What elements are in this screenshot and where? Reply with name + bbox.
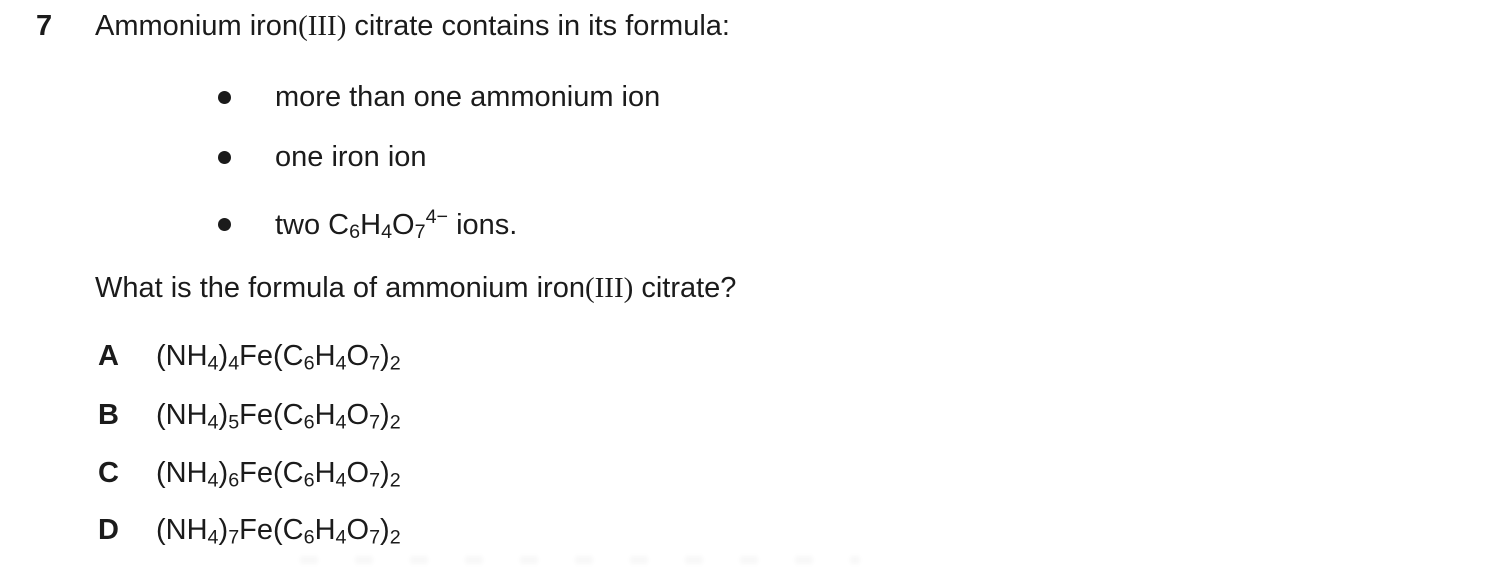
question-prompt: What is the formula of ammonium iron(III) citrate? bbox=[95, 272, 737, 304]
option-row-d bbox=[98, 513, 401, 554]
question-stem: Ammonium iron(III) citrate contains in its formula: bbox=[95, 10, 730, 42]
scan-artifact bbox=[300, 556, 860, 564]
bullet-text: two $C6H4O7^{4-}$ ions. bbox=[275, 206, 518, 244]
option-row-a bbox=[98, 339, 401, 380]
bullet-icon bbox=[218, 91, 231, 104]
option-row-c bbox=[98, 456, 401, 497]
bullet-text: more than one ammonium ion bbox=[275, 81, 661, 113]
option-letter: A bbox=[98, 340, 119, 372]
option-row-b bbox=[98, 398, 401, 439]
option-formula: (NH4)5Fe(C6H4O7)2 bbox=[156, 399, 401, 434]
option-formula: (NH4)4Fe(C6H4O7)2 bbox=[156, 340, 401, 375]
option-formula: (NH4)6Fe(C6H4O7)2 bbox=[156, 457, 401, 492]
bullet-icon bbox=[218, 151, 231, 164]
question-number: 7 bbox=[36, 10, 53, 42]
bullet-item bbox=[218, 140, 427, 174]
bullet-icon bbox=[218, 218, 231, 231]
option-formula: (NH4)7Fe(C6H4O7)2 bbox=[156, 514, 401, 549]
bullet-text: one iron ion bbox=[275, 141, 427, 173]
bullet-item bbox=[218, 200, 517, 249]
option-letter: C bbox=[98, 457, 119, 489]
option-letter: B bbox=[98, 399, 119, 431]
option-letter: D bbox=[98, 514, 119, 546]
bullet-item bbox=[218, 80, 660, 114]
